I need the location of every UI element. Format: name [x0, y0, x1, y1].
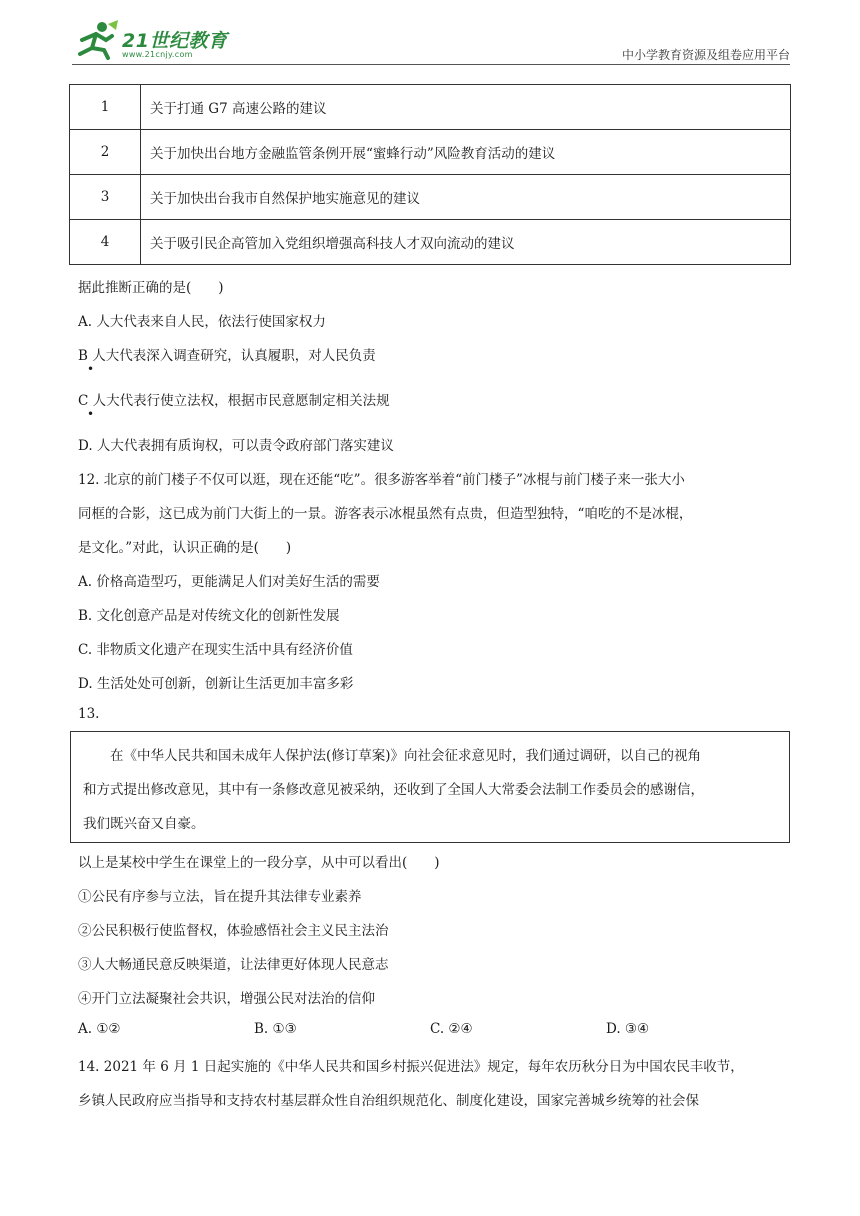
q11-stem: 据此推断正确的是( )	[78, 280, 224, 296]
row-text: 关于打通 G7 高速公路的建议	[141, 85, 791, 130]
page-header	[72, 18, 790, 64]
row-number: 2	[70, 130, 141, 175]
table-row	[70, 85, 791, 130]
q13-statement-4: ④开门立法凝聚社会共识，增强公民对法治的信仰	[78, 991, 375, 1007]
q11-option-d: D. 人大代表拥有质询权，可以责令政府部门落实建议	[78, 438, 394, 454]
q13-statement-3: ③人大畅通民意反映渠道，让法律更好体现人民意志	[78, 957, 389, 973]
q14-line-1: 14. 2021 年 6 月 1 日起实施的《中华人民共和国乡村振兴促进法》规定，每年农历秋分日为中国农民丰收节，	[78, 1059, 744, 1075]
runner-logo-icon	[72, 20, 120, 60]
bullet-dot: •	[87, 362, 95, 376]
q12-line-3: 是文化。”对此，认识正确的是( )	[78, 540, 292, 556]
row-number: 4	[70, 220, 141, 265]
q13-number: 13.	[78, 706, 100, 722]
q13-option-c: C. ②④	[430, 1021, 473, 1037]
q11-option-a: A. 人大代表来自人民，依法行使国家权力	[78, 314, 326, 330]
table-row	[70, 220, 791, 265]
q12-option-a: A. 价格高造型巧，更能满足人们对美好生活的需要	[78, 574, 380, 590]
row-text: 关于加快出台地方金融监管条例开展“蜜蜂行动”风险教育活动的建议	[141, 130, 791, 175]
q11-option-c: C 人大代表行使立法权，根据市民意愿制定相关法规	[78, 393, 390, 409]
row-text: 关于加快出台我市自然保护地实施意见的建议	[141, 175, 791, 220]
box-line-1: 在《中华人民共和国未成年人保护法(修订草案)》向社会征求意见时，我们通过调研，以自己的视角	[83, 748, 702, 764]
platform-name: 中小学教育资源及组卷应用平台	[621, 48, 790, 62]
q12-line-2: 同框的合影，这已成为前门大街上的一景。游客表示冰棍虽然有点贵，但造型独特，“咱吃的不是冰棍，	[78, 506, 693, 522]
q13-option-b: B. ①③	[254, 1021, 297, 1037]
box-line-3: 我们既兴奋又自豪。	[83, 816, 205, 832]
q12-option-c: C. 非物质文化遗产在现实生活中具有经济价值	[78, 642, 353, 658]
q13-option-a: A. ①②	[78, 1021, 121, 1037]
q13-option-d: D. ③④	[606, 1021, 650, 1037]
q13-statement-1: ①公民有序参与立法，旨在提升其法律专业素养	[78, 889, 362, 905]
row-number: 1	[70, 85, 141, 130]
table-row	[70, 175, 791, 220]
box-line-2: 和方式提出修改意见，其中有一条修改意见被采纳，还收到了全国人大常委会法制工作委员会的感谢信，	[83, 782, 704, 798]
q12-option-b: B. 文化创意产品是对传统文化的创新性发展	[78, 608, 340, 624]
header-divider	[72, 64, 790, 65]
table-row	[70, 130, 791, 175]
logo-url: www.21cnjy.com	[122, 50, 193, 59]
row-text: 关于吸引民企高管加入党组织增强高科技人才双向流动的建议	[141, 220, 791, 265]
logo-text: 21世纪教育	[122, 30, 228, 52]
q12-option-d: D. 生活处处可创新，创新让生活更加丰富多彩	[78, 676, 354, 692]
bullet-dot: •	[87, 407, 95, 421]
q13-material-box	[70, 731, 790, 843]
q11-option-b: B 人大代表深入调查研究，认真履职，对人民负责	[78, 348, 376, 364]
proposals-table	[69, 84, 791, 265]
logo	[72, 18, 272, 64]
q13-statement-2: ②公民积极行使监督权，体验感悟社会主义民主法治	[78, 923, 389, 939]
q14-line-2: 乡镇人民政府应当指导和支持农村基层群众性自治组织规范化、制度化建设，国家完善城乡统筹的社会保	[78, 1093, 699, 1109]
q12-line-1: 12. 北京的前门楼子不仅可以逛，现在还能“吃”。很多游客举着“前门楼子”冰棍与前门楼子来一张大小	[78, 472, 685, 488]
row-number: 3	[70, 175, 141, 220]
q13-stem: 以上是某校中学生在课堂上的一段分享，从中可以看出( )	[78, 855, 440, 871]
